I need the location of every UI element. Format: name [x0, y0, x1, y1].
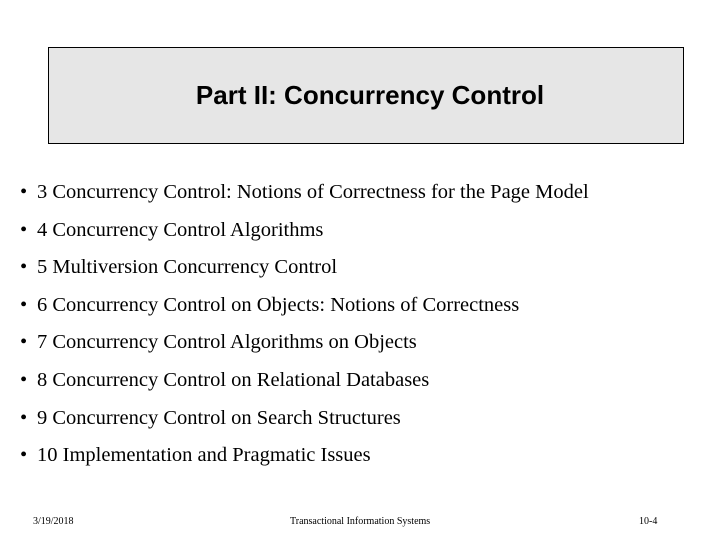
bullet-text: 7 Concurrency Control Algorithms on Objects	[37, 331, 417, 354]
footer-title: Transactional Information Systems	[290, 516, 431, 527]
bullet-dot-icon: •	[20, 181, 28, 203]
bullet-text: 3 Concurrency Control: Notions of Correctness for the Page Model	[37, 181, 589, 203]
title-box	[48, 47, 684, 144]
bullet-text: 6 Concurrency Control on Objects: Notions of Correctness	[37, 293, 520, 316]
bullet-item	[20, 249, 710, 287]
bullet-text: 9 Concurrency Control on Search Structures	[37, 406, 401, 429]
bullet-dot-icon: •	[20, 218, 28, 241]
bullet-item	[20, 400, 710, 438]
bullet-list	[20, 174, 710, 475]
bullet-dot-icon: •	[20, 331, 28, 354]
bullet-item	[20, 212, 710, 250]
footer-page-number: 10-4	[639, 516, 658, 527]
footer-date: 3/19/2018	[33, 516, 74, 527]
bullet-item	[20, 362, 710, 400]
bullet-text: 5 Multiversion Concurrency Control	[37, 256, 338, 279]
bullet-item	[20, 174, 710, 212]
bullet-text: 8 Concurrency Control on Relational Databases	[37, 368, 430, 391]
bullet-item	[20, 437, 710, 475]
bullet-dot-icon: •	[20, 293, 28, 316]
bullet-dot-icon: •	[20, 256, 28, 279]
bullet-text: 4 Concurrency Control Algorithms	[37, 218, 324, 241]
bullet-text: 10 Implementation and Pragmatic Issues	[37, 444, 371, 467]
bullet-dot-icon: •	[20, 444, 28, 467]
slide-title: Part II: Concurrency Control	[195, 80, 545, 110]
bullet-item	[20, 287, 710, 325]
bullet-item	[20, 324, 710, 362]
bullet-dot-icon: •	[20, 406, 28, 429]
bullet-dot-icon: •	[20, 368, 28, 391]
